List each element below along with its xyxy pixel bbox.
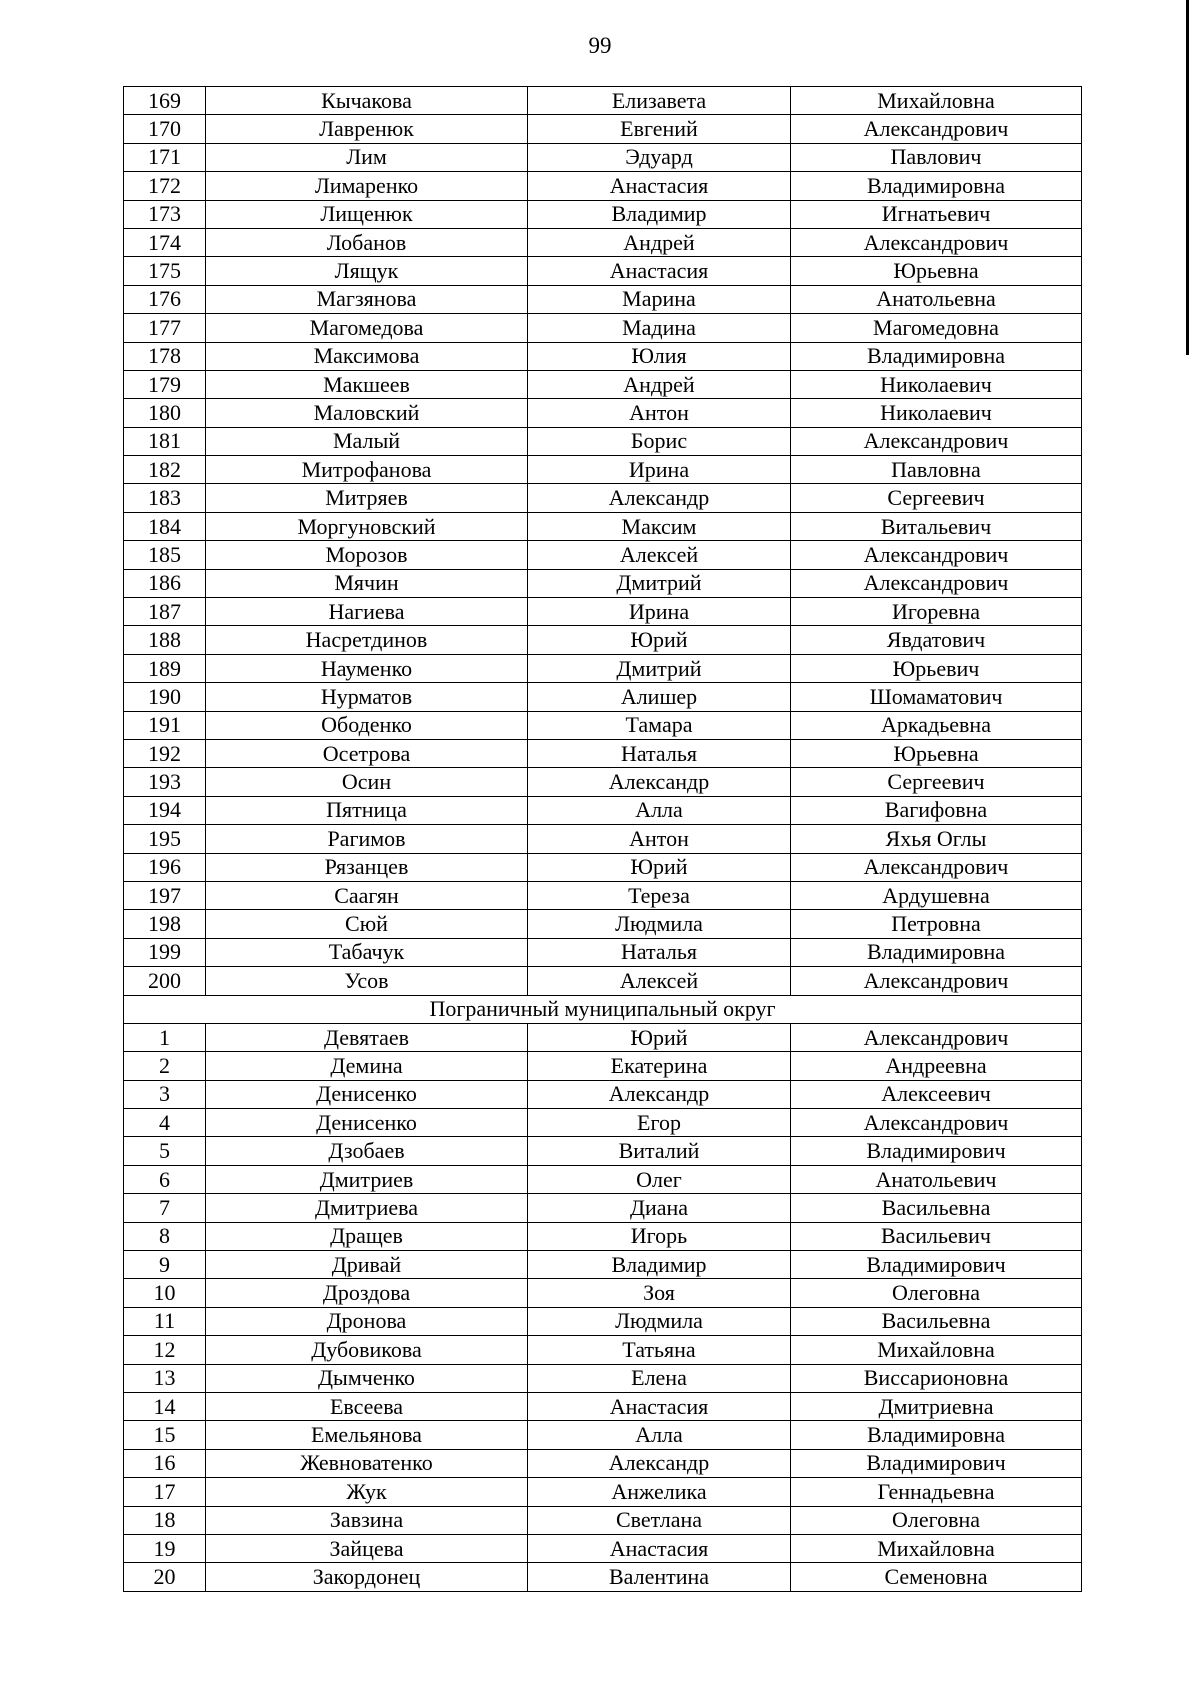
last-name-cell: Макшеев (206, 370, 528, 398)
last-name-cell: Лящук (206, 257, 528, 285)
table-row (124, 654, 1082, 682)
table-row (124, 1023, 1082, 1051)
table-row (124, 172, 1082, 200)
first-name-cell: Мадина (528, 314, 791, 342)
last-name-cell: Магомедова (206, 314, 528, 342)
table-row (124, 626, 1082, 654)
row-number-cell: 199 (124, 938, 206, 966)
row-number-cell: 1 (124, 1023, 206, 1051)
table-row (124, 1563, 1082, 1591)
first-name-cell: Евгений (528, 115, 791, 143)
first-name-cell: Андрей (528, 228, 791, 256)
first-name-cell: Анастасия (528, 257, 791, 285)
first-name-cell: Антон (528, 825, 791, 853)
first-name-cell: Александр (528, 1080, 791, 1108)
last-name-cell: Нагиева (206, 598, 528, 626)
first-name-cell: Дмитрий (528, 569, 791, 597)
table-row (124, 115, 1082, 143)
row-number-cell: 183 (124, 484, 206, 512)
row-number-cell: 171 (124, 143, 206, 171)
last-name-cell: Емельянова (206, 1421, 528, 1449)
first-name-cell: Анастасия (528, 1534, 791, 1562)
first-name-cell: Алла (528, 796, 791, 824)
first-name-cell: Игорь (528, 1222, 791, 1250)
row-number-cell: 15 (124, 1421, 206, 1449)
table-row (124, 768, 1082, 796)
patronymic-cell: Витальевич (791, 512, 1082, 540)
table-row (124, 1194, 1082, 1222)
last-name-cell: Лобанов (206, 228, 528, 256)
row-number-cell: 6 (124, 1165, 206, 1193)
first-name-cell: Юрий (528, 853, 791, 881)
first-name-cell: Елена (528, 1364, 791, 1392)
table-row (124, 881, 1082, 909)
row-number-cell: 4 (124, 1109, 206, 1137)
patronymic-cell: Владимирович (791, 1137, 1082, 1165)
table-row (124, 257, 1082, 285)
first-name-cell: Тереза (528, 881, 791, 909)
table-row (124, 1392, 1082, 1420)
row-number-cell: 175 (124, 257, 206, 285)
table-row (124, 427, 1082, 455)
last-name-cell: Девятаев (206, 1023, 528, 1051)
last-name-cell: Лим (206, 143, 528, 171)
row-number-cell: 181 (124, 427, 206, 455)
patronymic-cell: Николаевич (791, 399, 1082, 427)
patronymic-cell: Юрьевна (791, 739, 1082, 767)
row-number-cell: 195 (124, 825, 206, 853)
patronymic-cell: Олеговна (791, 1506, 1082, 1534)
table-row (124, 314, 1082, 342)
row-number-cell: 7 (124, 1194, 206, 1222)
roster-table (123, 86, 1082, 1592)
last-name-cell: Рязанцев (206, 853, 528, 881)
last-name-cell: Лавренюк (206, 115, 528, 143)
last-name-cell: Ободенко (206, 711, 528, 739)
patronymic-cell: Александрович (791, 967, 1082, 995)
table-row (124, 228, 1082, 256)
table-row (124, 1336, 1082, 1364)
section-heading-row (124, 995, 1082, 1023)
patronymic-cell: Алексеевич (791, 1080, 1082, 1108)
last-name-cell: Жук (206, 1478, 528, 1506)
last-name-cell: Пятница (206, 796, 528, 824)
row-number-cell: 3 (124, 1080, 206, 1108)
patronymic-cell: Магомедовна (791, 314, 1082, 342)
last-name-cell: Демина (206, 1052, 528, 1080)
patronymic-cell: Юрьевич (791, 654, 1082, 682)
patronymic-cell: Аркадьевна (791, 711, 1082, 739)
table-row (124, 143, 1082, 171)
last-name-cell: Лищенюк (206, 200, 528, 228)
last-name-cell: Завзина (206, 1506, 528, 1534)
first-name-cell: Татьяна (528, 1336, 791, 1364)
patronymic-cell: Игоревна (791, 598, 1082, 626)
last-name-cell: Евсеева (206, 1392, 528, 1420)
row-number-cell: 172 (124, 172, 206, 200)
last-name-cell: Моргуновский (206, 512, 528, 540)
section-heading: Пограничный муниципальный округ (124, 995, 1082, 1023)
patronymic-cell: Александрович (791, 853, 1082, 881)
first-name-cell: Диана (528, 1194, 791, 1222)
table-row (124, 541, 1082, 569)
row-number-cell: 12 (124, 1336, 206, 1364)
first-name-cell: Наталья (528, 739, 791, 767)
row-number-cell: 19 (124, 1534, 206, 1562)
table-row (124, 1279, 1082, 1307)
row-number-cell: 20 (124, 1563, 206, 1591)
first-name-cell: Валентина (528, 1563, 791, 1591)
last-name-cell: Закордонец (206, 1563, 528, 1591)
table-row (124, 967, 1082, 995)
last-name-cell: Зайцева (206, 1534, 528, 1562)
row-number-cell: 184 (124, 512, 206, 540)
last-name-cell: Осетрова (206, 739, 528, 767)
patronymic-cell: Васильевна (791, 1307, 1082, 1335)
first-name-cell: Антон (528, 399, 791, 427)
table-row (124, 484, 1082, 512)
row-number-cell: 18 (124, 1506, 206, 1534)
row-number-cell: 5 (124, 1137, 206, 1165)
last-name-cell: Максимова (206, 342, 528, 370)
patronymic-cell: Владимировна (791, 172, 1082, 200)
table-row (124, 1052, 1082, 1080)
first-name-cell: Алла (528, 1421, 791, 1449)
row-number-cell: 170 (124, 115, 206, 143)
row-number-cell: 198 (124, 910, 206, 938)
row-number-cell: 200 (124, 967, 206, 995)
last-name-cell: Малый (206, 427, 528, 455)
table-row (124, 1534, 1082, 1562)
row-number-cell: 182 (124, 456, 206, 484)
first-name-cell: Александр (528, 768, 791, 796)
table-row (124, 200, 1082, 228)
table-row (124, 342, 1082, 370)
row-number-cell: 14 (124, 1392, 206, 1420)
first-name-cell: Зоя (528, 1279, 791, 1307)
patronymic-cell: Васильевич (791, 1222, 1082, 1250)
first-name-cell: Андрей (528, 370, 791, 398)
last-name-cell: Осин (206, 768, 528, 796)
row-number-cell: 192 (124, 739, 206, 767)
patronymic-cell: Дмитриевна (791, 1392, 1082, 1420)
first-name-cell: Марина (528, 285, 791, 313)
patronymic-cell: Петровна (791, 910, 1082, 938)
first-name-cell: Борис (528, 427, 791, 455)
table-row (124, 1080, 1082, 1108)
last-name-cell: Дзобаев (206, 1137, 528, 1165)
table-row (124, 1449, 1082, 1477)
row-number-cell: 9 (124, 1251, 206, 1279)
last-name-cell: Нурматов (206, 683, 528, 711)
last-name-cell: Магзянова (206, 285, 528, 313)
patronymic-cell: Семеновна (791, 1563, 1082, 1591)
row-number-cell: 8 (124, 1222, 206, 1250)
first-name-cell: Светлана (528, 1506, 791, 1534)
table-row (124, 711, 1082, 739)
row-number-cell: 11 (124, 1307, 206, 1335)
last-name-cell: Дронова (206, 1307, 528, 1335)
patronymic-cell: Олеговна (791, 1279, 1082, 1307)
table-row (124, 569, 1082, 597)
last-name-cell: Митрофанова (206, 456, 528, 484)
last-name-cell: Дроздова (206, 1279, 528, 1307)
patronymic-cell: Шомаматович (791, 683, 1082, 711)
last-name-cell: Насретдинов (206, 626, 528, 654)
row-number-cell: 169 (124, 87, 206, 115)
last-name-cell: Дмитриева (206, 1194, 528, 1222)
first-name-cell: Егор (528, 1109, 791, 1137)
row-number-cell: 17 (124, 1478, 206, 1506)
first-name-cell: Александр (528, 484, 791, 512)
last-name-cell: Усов (206, 967, 528, 995)
patronymic-cell: Владимирович (791, 1251, 1082, 1279)
first-name-cell: Наталья (528, 938, 791, 966)
first-name-cell: Тамара (528, 711, 791, 739)
row-number-cell: 178 (124, 342, 206, 370)
table-row (124, 87, 1082, 115)
row-number-cell: 176 (124, 285, 206, 313)
first-name-cell: Виталий (528, 1137, 791, 1165)
patronymic-cell: Александрович (791, 569, 1082, 597)
patronymic-cell: Михайловна (791, 1336, 1082, 1364)
row-number-cell: 174 (124, 228, 206, 256)
table-row (124, 1478, 1082, 1506)
table-row (124, 1307, 1082, 1335)
row-number-cell: 2 (124, 1052, 206, 1080)
patronymic-cell: Геннадьевна (791, 1478, 1082, 1506)
patronymic-cell: Явдатович (791, 626, 1082, 654)
last-name-cell: Дривай (206, 1251, 528, 1279)
last-name-cell: Денисенко (206, 1080, 528, 1108)
patronymic-cell: Ардушевна (791, 881, 1082, 909)
patronymic-cell: Владимировна (791, 938, 1082, 966)
last-name-cell: Митряев (206, 484, 528, 512)
patronymic-cell: Сергеевич (791, 484, 1082, 512)
last-name-cell: Жевноватенко (206, 1449, 528, 1477)
table-row (124, 1109, 1082, 1137)
first-name-cell: Людмила (528, 910, 791, 938)
first-name-cell: Елизавета (528, 87, 791, 115)
patronymic-cell: Владимировна (791, 342, 1082, 370)
table-row (124, 456, 1082, 484)
last-name-cell: Табачук (206, 938, 528, 966)
last-name-cell: Денисенко (206, 1109, 528, 1137)
row-number-cell: 177 (124, 314, 206, 342)
patronymic-cell: Александрович (791, 541, 1082, 569)
table-row (124, 399, 1082, 427)
last-name-cell: Науменко (206, 654, 528, 682)
first-name-cell: Олег (528, 1165, 791, 1193)
row-number-cell: 190 (124, 683, 206, 711)
table-row (124, 739, 1082, 767)
row-number-cell: 173 (124, 200, 206, 228)
patronymic-cell: Павловна (791, 456, 1082, 484)
patronymic-cell: Николаевич (791, 370, 1082, 398)
table-row (124, 853, 1082, 881)
last-name-cell: Дращев (206, 1222, 528, 1250)
patronymic-cell: Юрьевна (791, 257, 1082, 285)
first-name-cell: Людмила (528, 1307, 791, 1335)
last-name-cell: Сюй (206, 910, 528, 938)
last-name-cell: Морозов (206, 541, 528, 569)
row-number-cell: 197 (124, 881, 206, 909)
first-name-cell: Эдуард (528, 143, 791, 171)
patronymic-cell: Васильевна (791, 1194, 1082, 1222)
patronymic-cell: Павлович (791, 143, 1082, 171)
table-row (124, 1364, 1082, 1392)
row-number-cell: 188 (124, 626, 206, 654)
row-number-cell: 187 (124, 598, 206, 626)
first-name-cell: Александр (528, 1449, 791, 1477)
table-row (124, 683, 1082, 711)
patronymic-cell: Михайловна (791, 1534, 1082, 1562)
first-name-cell: Дмитрий (528, 654, 791, 682)
table-row (124, 285, 1082, 313)
patronymic-cell: Анатольевна (791, 285, 1082, 313)
row-number-cell: 186 (124, 569, 206, 597)
last-name-cell: Саагян (206, 881, 528, 909)
table-row (124, 512, 1082, 540)
first-name-cell: Алексей (528, 967, 791, 995)
last-name-cell: Кычакова (206, 87, 528, 115)
page-edge-line (1186, 0, 1189, 355)
table-row (124, 825, 1082, 853)
last-name-cell: Мячин (206, 569, 528, 597)
first-name-cell: Юлия (528, 342, 791, 370)
first-name-cell: Анастасия (528, 1392, 791, 1420)
first-name-cell: Ирина (528, 456, 791, 484)
last-name-cell: Дубовикова (206, 1336, 528, 1364)
row-number-cell: 189 (124, 654, 206, 682)
row-number-cell: 16 (124, 1449, 206, 1477)
first-name-cell: Юрий (528, 626, 791, 654)
first-name-cell: Владимир (528, 200, 791, 228)
patronymic-cell: Михайловна (791, 87, 1082, 115)
row-number-cell: 185 (124, 541, 206, 569)
patronymic-cell: Владимировна (791, 1421, 1082, 1449)
row-number-cell: 196 (124, 853, 206, 881)
table-row (124, 1506, 1082, 1534)
row-number-cell: 193 (124, 768, 206, 796)
patronymic-cell: Андреевна (791, 1052, 1082, 1080)
row-number-cell: 13 (124, 1364, 206, 1392)
first-name-cell: Алексей (528, 541, 791, 569)
table-row (124, 598, 1082, 626)
table-row (124, 796, 1082, 824)
patronymic-cell: Анатольевич (791, 1165, 1082, 1193)
table-row (124, 370, 1082, 398)
row-number-cell: 180 (124, 399, 206, 427)
row-number-cell: 179 (124, 370, 206, 398)
first-name-cell: Екатерина (528, 1052, 791, 1080)
patronymic-cell: Яхья Оглы (791, 825, 1082, 853)
first-name-cell: Юрий (528, 1023, 791, 1051)
first-name-cell: Анжелика (528, 1478, 791, 1506)
patronymic-cell: Александрович (791, 228, 1082, 256)
table-row (124, 1165, 1082, 1193)
last-name-cell: Дмитриев (206, 1165, 528, 1193)
last-name-cell: Дымченко (206, 1364, 528, 1392)
patronymic-cell: Александрович (791, 1109, 1082, 1137)
patronymic-cell: Александрович (791, 1023, 1082, 1051)
last-name-cell: Рагимов (206, 825, 528, 853)
first-name-cell: Владимир (528, 1251, 791, 1279)
table-row (124, 910, 1082, 938)
first-name-cell: Ирина (528, 598, 791, 626)
first-name-cell: Анастасия (528, 172, 791, 200)
row-number-cell: 10 (124, 1279, 206, 1307)
patronymic-cell: Александрович (791, 115, 1082, 143)
table-row (124, 1421, 1082, 1449)
last-name-cell: Лимаренко (206, 172, 528, 200)
first-name-cell: Алишер (528, 683, 791, 711)
table-row (124, 1137, 1082, 1165)
table-row (124, 1251, 1082, 1279)
table-row (124, 1222, 1082, 1250)
patronymic-cell: Виссарионовна (791, 1364, 1082, 1392)
table-row (124, 938, 1082, 966)
row-number-cell: 194 (124, 796, 206, 824)
first-name-cell: Максим (528, 512, 791, 540)
patronymic-cell: Александрович (791, 427, 1082, 455)
patronymic-cell: Сергеевич (791, 768, 1082, 796)
patronymic-cell: Вагифовна (791, 796, 1082, 824)
roster-table-body (124, 87, 1082, 1592)
patronymic-cell: Игнатьевич (791, 200, 1082, 228)
patronymic-cell: Владимирович (791, 1449, 1082, 1477)
page-number: 99 (588, 33, 612, 58)
row-number-cell: 191 (124, 711, 206, 739)
last-name-cell: Маловский (206, 399, 528, 427)
